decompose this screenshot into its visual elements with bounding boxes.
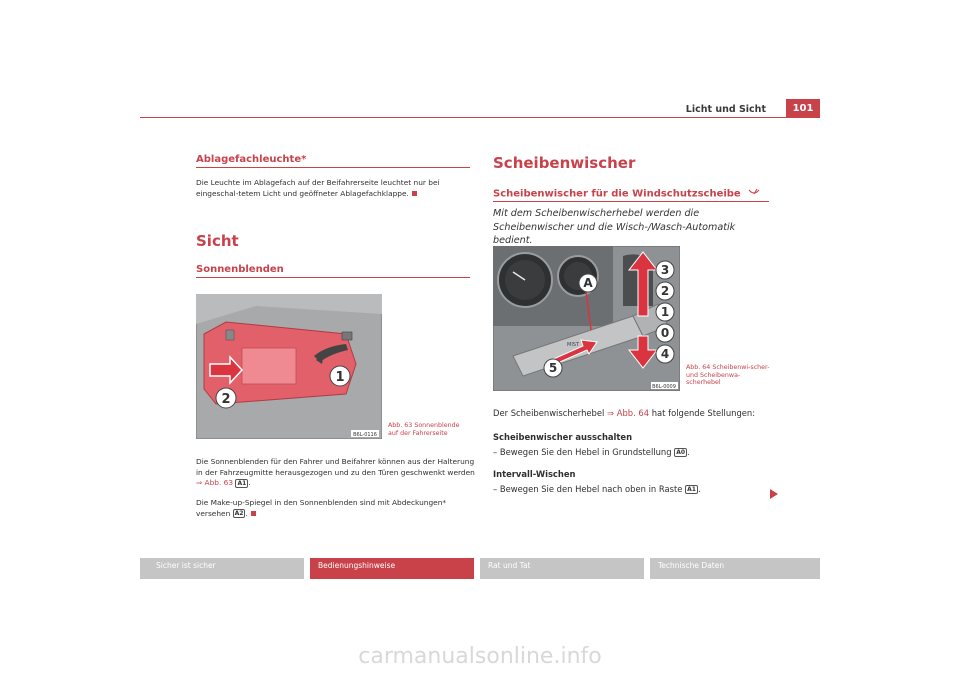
figure-caption-64: Abb. 64 Scheibenwi-scher- und Scheibenwa-scherhebel (686, 364, 770, 387)
wiper-stalk-figure (493, 246, 680, 391)
figure-code-64: B6L-0009 (652, 384, 676, 390)
figure-code-63: B6L-0116 (353, 432, 377, 438)
photo-label-5: 5 (548, 361, 558, 375)
watermark: carmanualsonline.info (358, 644, 602, 669)
wiper-positions-intro: Der Scheibenwischerhebel ⇒ Abb. 64 hat folgende Stellungen: (493, 408, 756, 418)
callout-badge-a2: A2 (234, 510, 244, 518)
header-divider (140, 117, 820, 118)
photo-label-0: 0 (660, 326, 670, 340)
photo-label-2: 2 (660, 284, 670, 298)
photo-label-1: 1 (660, 305, 670, 319)
callout-badge-a1: A1 (687, 486, 696, 493)
section-rule (196, 277, 470, 278)
end-marker-icon (412, 191, 417, 196)
sonnenblenden-para-2: Die Make-up-Spiegel in den Sonnenblenden sind mit Abdeckungen* versehen A2 . (196, 498, 447, 518)
wiper-icon (748, 188, 760, 199)
visor-label-2: 2 (221, 392, 231, 407)
running-header: Licht und Sicht (685, 104, 766, 115)
footer-tab-technische-daten[interactable]: Technische Daten (650, 558, 820, 579)
footer-tab-sicher[interactable]: Sicher ist sicher (140, 558, 304, 579)
photo-label-3: 3 (660, 263, 670, 277)
instruction-intervall: – Bewegen Sie den Hebel nach oben in Raste A1 . (493, 484, 701, 494)
subheading-intervall: Intervall-Wischen (493, 469, 576, 479)
page-number: 101 (786, 99, 820, 118)
ablagefach-text: Die Leuchte im Ablagefach auf der Beifahrerseite leuchtet nur bei eingeschal-tetem Licht und geöffneter Ablagefachklappe. (196, 178, 440, 198)
section-heading-windschutzscheibe: Scheibenwischer für die Windschutzscheibe (493, 188, 760, 200)
figure-reference-link[interactable]: ⇒ Abb. 63 (196, 478, 234, 488)
section-rule (196, 167, 470, 168)
footer-tab-rat-und-tat[interactable]: Rat und Tat (480, 558, 644, 579)
section-rule (493, 201, 769, 202)
visor-label-1: 1 (335, 370, 345, 385)
section-heading-ablagefachleuchte: Ablagefachleuchte* (196, 154, 307, 165)
photo-label-4: 4 (660, 347, 670, 361)
subheading-ausschalten: Scheibenwischer ausschalten (493, 432, 633, 442)
end-marker-icon (251, 511, 256, 516)
callout-badge-a0: A0 (676, 449, 686, 456)
photo-label-a: A (583, 276, 593, 290)
chapter-heading-scheibenwischer: Scheibenwischer (493, 154, 636, 172)
figure-caption-63: Abb. 63 Sonnenblende auf der Fahrerseite (388, 422, 460, 437)
chapter-heading-sicht: Sicht (196, 232, 239, 250)
sun-visor-figure (196, 294, 382, 439)
sonnenblenden-para-1: Die Sonnenblenden für den Fahrer und Beifahrer können aus der Halterung in der Fahrzeugmitte herausgezogen und zu den Türen geschwenkt werden ⇒ Abb. 63 A1 . (196, 457, 475, 488)
instruction-ausschalten: – Bewegen Sie den Hebel in Grundstellung A0 . (493, 447, 690, 457)
wiper-intro: Mit dem Scheibenwischerhebel werden die Scheibenwischer und die Wisch-/Wasch-Automatik bedient. (493, 208, 736, 246)
callout-badge-a1: A1 (237, 479, 247, 487)
stalk-label-mist: MIST (567, 342, 580, 348)
figure-reference-link[interactable]: ⇒ Abb. 64 (607, 408, 650, 418)
section-heading-sonnenblenden: Sonnenblenden (196, 264, 284, 275)
footer-tab-bedienungshinweise[interactable]: Bedienungshinweise (310, 558, 474, 579)
continue-arrow-icon[interactable] (770, 484, 778, 503)
